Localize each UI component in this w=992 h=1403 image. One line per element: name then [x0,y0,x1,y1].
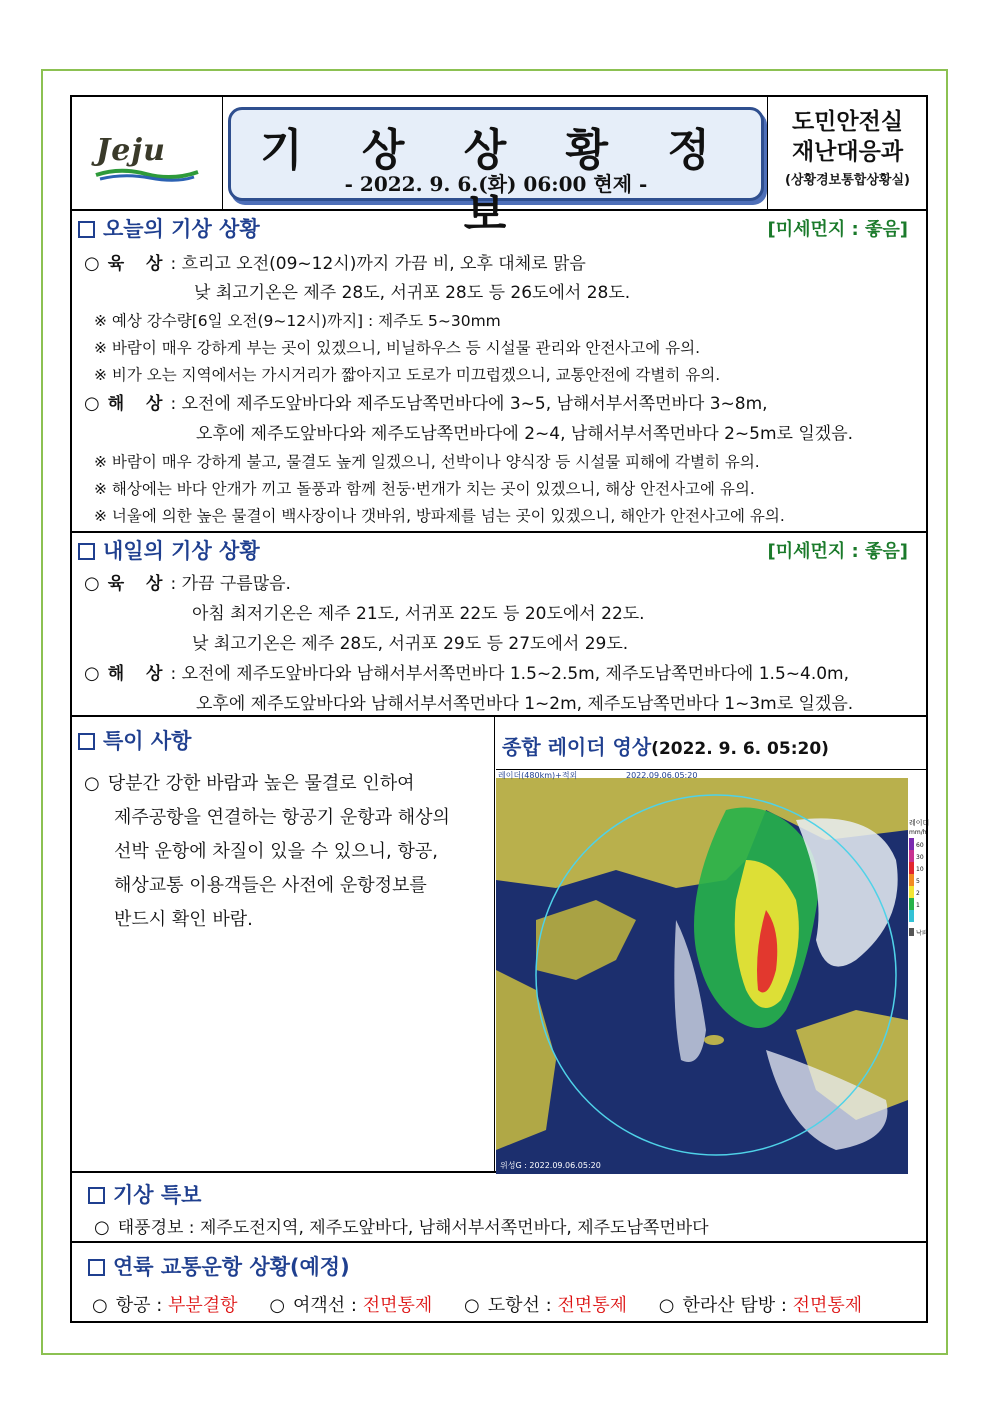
today-note4: ※ 바람이 매우 강하게 불고, 물결도 높게 일겠으니, 선박이나 양식장 등 시설물 피해에 각별히 유의. [94,453,760,471]
radar-bottom-label: 위성G : 2022.09.06.05:20 [500,1161,601,1170]
today-land-line2: 낮 최고기온은 제주 28도, 서귀포 28도 등 26도에서 28도. [194,283,631,303]
special-title: 특이 사항 [78,725,191,755]
weather-report [70,95,928,1323]
ferry-status: 전면통제 [362,1295,433,1316]
checkbox-icon [78,733,95,750]
checkbox-icon [88,1259,105,1276]
radar-top-time: 2022.09.06.05:20 [626,771,698,780]
circle-bullet-icon: ○ [84,663,100,684]
legend-label: 2 [916,890,920,897]
today-note5: ※ 해상에는 바다 안개가 끼고 돌풍과 함께 천둥·번개가 치는 곳이 있겠으니, 해상 안전사고에 유의. [94,480,755,498]
radar-map [496,770,930,1174]
today-section [72,209,926,533]
special-line3: 선박 운항에 차질이 있을 수 있으니, 항공, [114,841,438,862]
checkbox-icon [78,543,95,560]
traffic-halla: ○ 한라산 탐방 : 전면통제 [658,1295,863,1316]
report-date: - 2022. 9. 6.(화) 06:00 현제 - [344,172,648,196]
today-note2: ※ 바람이 매우 강하게 부는 곳이 있겠으니, 비닐하우스 등 시설물 관리와 안전사고에 유의. [94,339,701,357]
checkbox-icon [88,1187,105,1204]
tomorrow-land-line2: 아침 최저기온은 제주 21도, 서귀포 22도 등 20도에서 22도. [192,604,645,624]
tomorrow-sea-line1: ○ 해 상: 오전에 제주도앞바다와 남해서부서쪽먼바다 1.5~2.5m, 제주도남쪽먼바다에 1.5~4.0m, [84,663,850,684]
circle-bullet-icon: ○ [84,773,100,794]
office-name: (상황경보통합상황실) [785,173,910,188]
traffic-ferry: ○ 여객선 : 전면통제 [269,1295,433,1316]
today-title: 오늘의 기상 상황 [78,213,260,243]
air-status: 부분결항 [168,1295,238,1316]
legend-label: 30 [916,854,924,861]
circle-bullet-icon: ○ [84,393,100,414]
boat-status: 전면통제 [557,1295,627,1316]
halla-status: 전면통제 [792,1295,863,1316]
special-line2: 제주공항을 연결하는 항공기 운항과 해상의 [114,807,450,828]
radar-legend-title: 레이더 [909,819,930,827]
today-note6: ※ 너울에 의한 높은 물결이 백사장이나 갯바위, 방파제를 넘는 곳이 있겠으니, 해안가 안전사고에 유의. [94,507,785,525]
jeju-logo: Jeju [96,133,166,168]
radar-title: 종합 레이더 영상(2022. 9. 6. 05:20) [502,735,829,759]
radar-legend-unit: mm/h [909,829,927,836]
special-section [72,717,930,1173]
radar-jeju-island [704,1035,724,1045]
circle-bullet-icon: ○ [84,253,100,274]
logo-wave-icon [94,167,200,181]
special-notes [72,717,495,1171]
special-line5: 반드시 확인 바람. [114,909,253,930]
legend-label: 1 [916,902,920,909]
department-name: 도민안전실 [791,109,904,135]
traffic-air: ○ 항공 : 부분결항 [92,1295,238,1316]
legend-label: 10 [916,866,924,873]
today-sea-line2: 오후에 제주도앞바다와 제주도남쪽먼바다에 2~4, 남해서부서쪽먼바다 2~5m로 일겠음. [196,424,854,444]
traffic-status-row [92,1291,862,1317]
checkbox-icon [78,221,95,238]
warning-title: 기상 특보 [88,1179,201,1209]
tomorrow-sea-line2: 오후에 제주도앞바다와 남해서부서쪽먼바다 1~2m, 제주도남쪽먼바다 1~3m로 일겠음. [196,694,854,714]
special-line4: 해상교통 이용객들은 사전에 운항정보를 [114,875,427,896]
special-text [84,767,494,937]
traffic-title: 연륙 교통운항 상황(예정) [88,1251,350,1281]
today-note1: ※ 예상 강수량[6일 오전(9~12시)까지] : 제주도 5~30mm [94,312,501,330]
page-title: 기 상 상 황 정 보 [260,125,732,240]
logo-cell [72,97,223,209]
traffic-section [72,1243,926,1321]
tomorrow-dust: [미세먼지 : 좋음] [767,541,908,562]
circle-bullet-icon: ○ [94,1217,110,1238]
today-land-line1: ○ 육 상: 흐리고 오전(09~12시)까지 가끔 비, 오후 대체로 맑음 [84,253,586,274]
today-note3: ※ 비가 오는 지역에서는 가시거리가 짧아지고 도로가 미끄럽겠으니, 교통안전에 각별히 유의. [94,366,721,384]
today-dust: [미세먼지 : 좋음] [767,219,908,240]
department-cell [767,97,927,209]
warning-section [72,1173,926,1243]
traffic-boat: ○ 도항선 : 전면통제 [464,1295,627,1316]
radar-top-label: 레이더(480km)+적외 [498,771,578,780]
today-sea-line1: ○ 해 상: 오전에 제주도앞바다와 제주도남쪽먼바다에 3~5, 남해서부서쪽먼바다 3~8m, [84,393,768,414]
tomorrow-title: 내일의 기상 상황 [78,535,260,565]
tomorrow-land-line1: ○ 육 상: 가끔 구름많음. [84,573,291,594]
legend-lightning: 낙뢰 [916,930,928,937]
warning-text: ○ 태풍경보 : 제주도전지역, 제주도앞바다, 남해서부서쪽먼바다, 제주도남쪽먼바다 [94,1217,709,1238]
tomorrow-section [72,533,926,717]
title-box [228,107,764,240]
division-name: 재난대응과 [791,139,904,165]
radar-image [496,769,930,1174]
tomorrow-land-line3: 낮 최고기온은 제주 28도, 서귀포 29도 등 27도에서 29도. [192,634,629,654]
special-line1: ○ 당분간 강한 바람과 높은 물결로 인하여 [84,773,415,794]
circle-bullet-icon: ○ [84,573,100,594]
legend-label: 60 [916,842,924,849]
legend-label: 5 [916,878,920,885]
